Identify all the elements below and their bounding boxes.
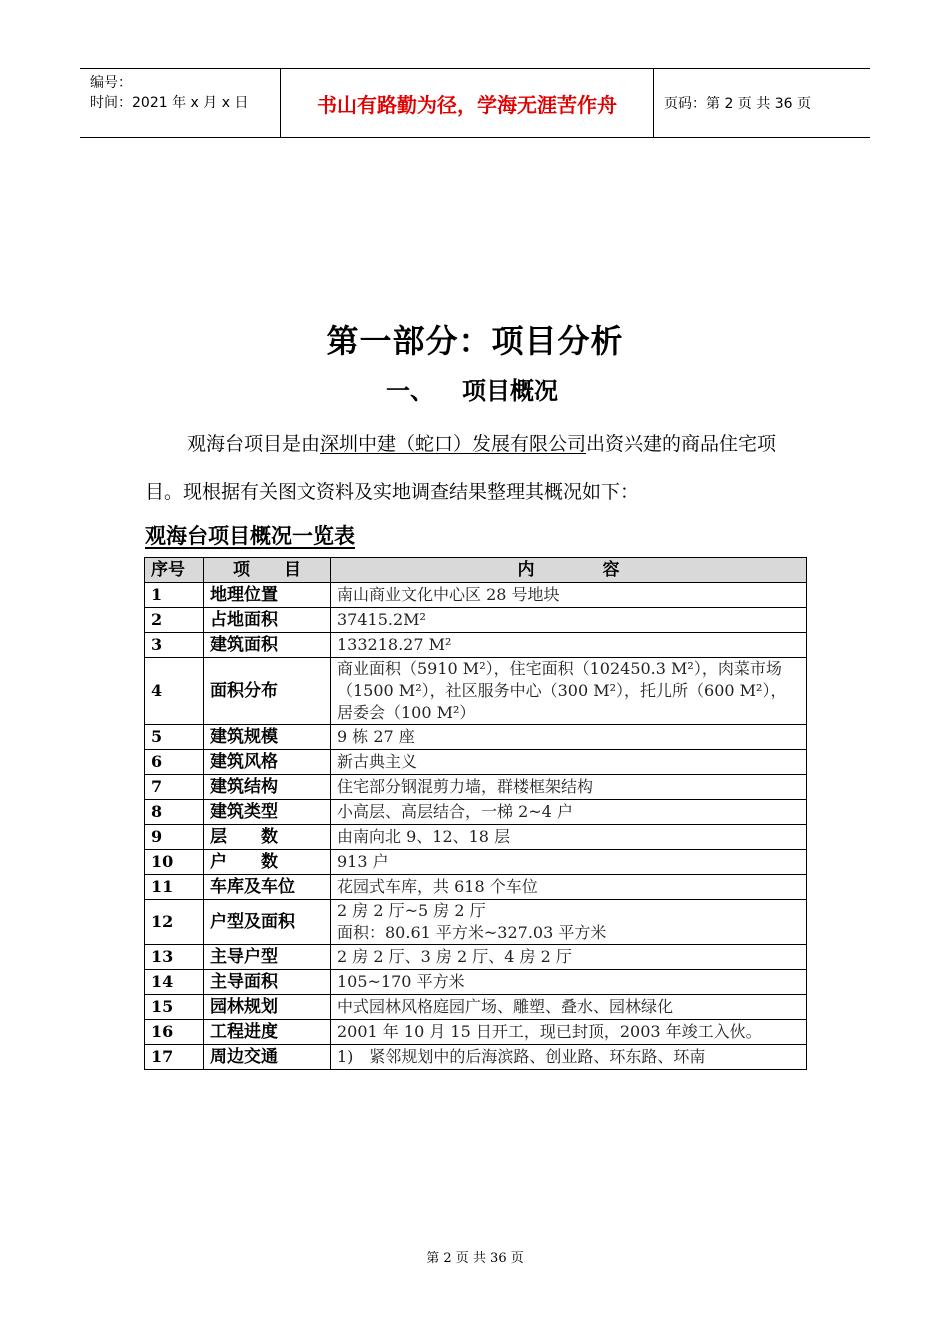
row-number: 13 — [145, 945, 204, 970]
row-content-line: 2 房 2 厅~5 房 2 厅 — [337, 901, 486, 920]
row-content: 133218.27 M² — [331, 633, 807, 658]
overview-table — [144, 557, 807, 1070]
time-label: 时间：2021 年 x 月 x 日 — [90, 95, 249, 111]
row-content: 37415.2M² — [331, 608, 807, 633]
table-row — [145, 608, 807, 633]
page-title: 第一部分：项目分析 — [326, 322, 624, 360]
row-content: 中式园林风格庭园广场、雕塑、叠水、园林绿化 — [331, 995, 807, 1020]
header-meta — [80, 69, 281, 137]
row-number: 11 — [145, 875, 204, 900]
row-content: 913 户 — [331, 850, 807, 875]
table-row — [145, 825, 807, 850]
table-row — [145, 750, 807, 775]
section-number: 一、 — [386, 377, 434, 405]
row-item: 户 数 — [204, 850, 331, 875]
row-item: 占地面积 — [204, 608, 331, 633]
table-row — [145, 900, 807, 945]
table-row — [145, 725, 807, 750]
table-row — [145, 583, 807, 608]
row-item: 建筑面积 — [204, 633, 331, 658]
table-row — [145, 1045, 807, 1070]
row-content — [331, 900, 807, 945]
row-item: 户型及面积 — [204, 900, 331, 945]
row-number: 4 — [145, 658, 204, 725]
row-item: 建筑风格 — [204, 750, 331, 775]
row-content: 2 房 2 厅、3 房 2 厅、4 房 2 厅 — [331, 945, 807, 970]
row-number: 12 — [145, 900, 204, 945]
row-item: 周边交通 — [204, 1045, 331, 1070]
row-item: 工程进度 — [204, 1020, 331, 1045]
company-name: 深圳中建（蛇口）发展有限公司 — [320, 433, 587, 455]
page-header — [80, 68, 870, 138]
table-row — [145, 970, 807, 995]
row-content-line: 面积：80.61 平方米~327.03 平方米 — [337, 923, 607, 942]
row-number: 10 — [145, 850, 204, 875]
serial-label: 编号： — [90, 75, 132, 91]
row-number: 15 — [145, 995, 204, 1020]
row-number: 2 — [145, 608, 204, 633]
intro-paragraph — [145, 420, 807, 516]
row-number: 8 — [145, 800, 204, 825]
row-content: 1) 紧邻规划中的后海滨路、创业路、环东路、环南 — [331, 1045, 807, 1070]
row-item: 建筑规模 — [204, 725, 331, 750]
row-content: 105~170 平方米 — [331, 970, 807, 995]
row-content: 小高层、高层结合，一梯 2~4 户 — [331, 800, 807, 825]
row-number: 6 — [145, 750, 204, 775]
section-title: 项目概况 — [462, 377, 558, 405]
table-row — [145, 800, 807, 825]
row-content: 新古典主义 — [331, 750, 807, 775]
header-no: 序号 — [145, 558, 204, 583]
row-content: 2001 年 10 月 15 日开工，现已封顶，2003 年竣工入伙。 — [331, 1020, 807, 1045]
header-content: 内 容 — [331, 558, 807, 583]
table-row — [145, 775, 807, 800]
row-item: 车库及车位 — [204, 875, 331, 900]
table-title: 观海台项目概况一览表 — [145, 524, 355, 548]
table-row — [145, 875, 807, 900]
row-content: 由南向北 9、12、18 层 — [331, 825, 807, 850]
table-row — [145, 633, 807, 658]
row-number: 17 — [145, 1045, 204, 1070]
intro-text-before: 观海台项目是由 — [187, 433, 321, 455]
table-row — [145, 945, 807, 970]
row-number: 7 — [145, 775, 204, 800]
page-footer: 第 2 页 共 36 页 — [426, 1251, 524, 1266]
row-number: 14 — [145, 970, 204, 995]
row-content: 南山商业文化中心区 28 号地块 — [331, 583, 807, 608]
row-item: 主导面积 — [204, 970, 331, 995]
header-page-info: 页码：第 2 页 共 36 页 — [664, 96, 811, 112]
row-number: 3 — [145, 633, 204, 658]
row-content: 住宅部分钢混剪力墙，群楼框架结构 — [331, 775, 807, 800]
row-content: 9 栋 27 座 — [331, 725, 807, 750]
table-row — [145, 850, 807, 875]
row-number: 9 — [145, 825, 204, 850]
row-content: 花园式车库，共 618 个车位 — [331, 875, 807, 900]
row-item: 面积分布 — [204, 658, 331, 725]
table-row — [145, 658, 807, 725]
row-content: 商业面积（5910 M²），住宅面积（102450.3 M²），肉菜市场（1500 M²），社区服务中心（300 M²），托儿所（600 M²），居委会（100 M²） — [331, 658, 807, 725]
row-number: 1 — [145, 583, 204, 608]
table-header-row — [145, 558, 807, 583]
section-heading — [386, 371, 558, 406]
row-number: 16 — [145, 1020, 204, 1045]
header-motto: 书山有路勤为径，学海无涯苦作舟 — [281, 69, 654, 137]
table-row — [145, 995, 807, 1020]
row-item: 园林规划 — [204, 995, 331, 1020]
row-item: 层 数 — [204, 825, 331, 850]
row-item: 主导户型 — [204, 945, 331, 970]
intro-text-after: 出资兴建的商品住宅项目。现根据有关图文资料及实地调查结果整理其概况如下： — [145, 433, 777, 503]
row-item: 地理位置 — [204, 583, 331, 608]
row-item: 建筑类型 — [204, 800, 331, 825]
table-row — [145, 1020, 807, 1045]
header-item: 项 目 — [204, 558, 331, 583]
row-number: 5 — [145, 725, 204, 750]
row-item: 建筑结构 — [204, 775, 331, 800]
